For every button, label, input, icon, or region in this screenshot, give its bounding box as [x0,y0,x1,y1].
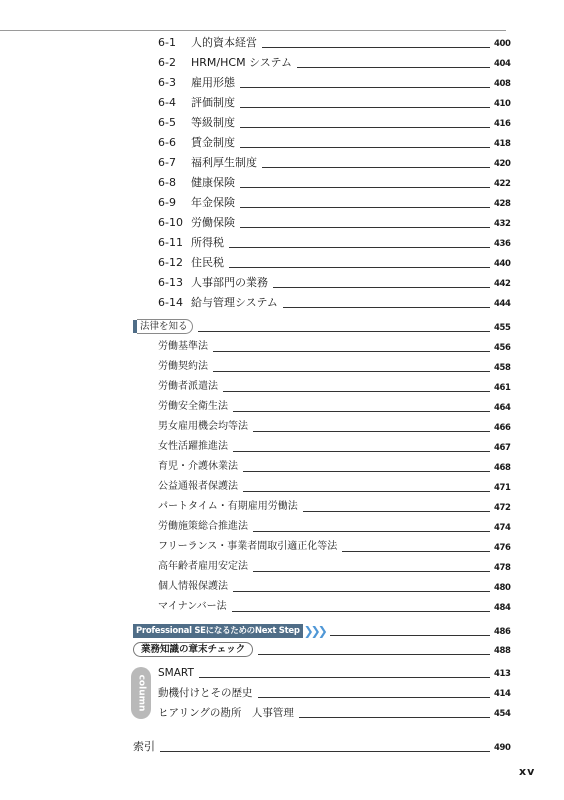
leader-line [330,635,490,636]
page-number: 454 [494,709,511,719]
toc-entry[interactable] [158,274,511,290]
section-number: 6-1 [158,36,176,49]
toc-entry[interactable] [158,538,511,554]
column-badge [131,667,151,719]
page-number: 474 [494,523,511,533]
laws-heading[interactable] [133,318,511,334]
page-number: 442 [494,279,511,289]
section-number: 6-11 [158,236,183,249]
law-title: パートタイム・有期雇用労働法 [158,501,298,512]
section-number: 6-8 [158,176,176,189]
leader-line [213,351,490,352]
leader-line [240,147,490,148]
section-number: 6-9 [158,196,176,209]
section-number: 6-10 [158,216,183,229]
section-title: 労働保険 [191,216,235,229]
page-number: 444 [494,299,511,309]
page-number: 400 [494,39,511,49]
page-number: 490 [494,743,511,753]
toc-entry[interactable] [158,418,511,434]
leader-line [229,267,490,268]
toc-entry[interactable] [158,378,511,394]
toc-entry[interactable] [158,34,511,50]
section-number: 6-2 [158,56,176,69]
section-title: 雇用形態 [191,76,235,89]
column-title: SMART [158,667,194,679]
section-title: 賃金制度 [191,136,235,149]
chapter-check-title: 業務知識の章末チェック [133,642,253,657]
leader-line [213,371,490,372]
leader-line [198,331,490,332]
leader-line [232,611,490,612]
leader-line [342,551,490,552]
page-number: 422 [494,179,511,189]
page-number: 464 [494,403,511,413]
leader-line [297,67,490,68]
next-step-tag [133,624,325,638]
leader-line [283,307,490,308]
leader-line [160,751,490,752]
law-title: 個人情報保護法 [158,581,228,592]
toc-entry[interactable] [158,478,511,494]
leader-line [262,167,490,168]
leader-line [223,391,490,392]
leader-line [233,591,490,592]
section-number: 6-3 [158,76,176,89]
leader-line [240,127,490,128]
page-number: 420 [494,159,511,169]
law-title: 女性活躍推進法 [158,441,228,452]
leader-line [229,247,490,248]
toc-entry[interactable] [158,74,511,90]
law-title: 労働安全衛生法 [158,401,228,412]
leader-line [258,697,491,698]
page-number: 484 [494,603,511,613]
toc-entry[interactable] [158,498,511,514]
page-number: 456 [494,343,511,353]
section-title: 等級制度 [191,116,235,129]
leader-line [262,47,490,48]
toc-entry[interactable] [158,458,511,474]
section-title: 給与管理システム [191,296,278,309]
toc-entry[interactable] [158,54,511,70]
toc-entry[interactable] [158,338,511,354]
law-title: 高年齢者雇用安定法 [158,561,248,572]
leader-line [240,87,490,88]
toc-entry[interactable] [158,134,511,150]
page-number: 410 [494,99,511,109]
leader-line [253,571,490,572]
leader-line [243,491,490,492]
toc-entry[interactable] [158,398,511,414]
toc-entry[interactable] [158,294,511,310]
leader-line [253,431,490,432]
page-number: 466 [494,423,511,433]
page-number: 432 [494,219,511,229]
section-title: 住民税 [191,256,224,269]
toc-entry[interactable] [158,114,511,130]
column-title: 動機付けとその歴史 [158,687,253,699]
laws-heading-tag [133,319,193,334]
page-number: 458 [494,363,511,373]
section-title: 福利厚生制度 [191,156,257,169]
page-number: 471 [494,483,511,493]
section-number: 6-5 [158,116,176,129]
page-number: 488 [494,646,511,656]
law-title: マイナンバー法 [158,601,227,612]
leader-line [299,717,490,718]
column-badge-label: column [136,674,147,712]
leader-line [240,107,490,108]
section-number: 6-14 [158,296,183,309]
law-title: フリーランス・事業者間取引適正化等法 [158,541,338,552]
page-number: 428 [494,199,511,209]
section-title: 人的資本経営 [191,36,257,49]
section-title: 評価制度 [191,96,235,109]
leader-line [233,451,490,452]
section-number: 6-7 [158,156,176,169]
next-step-title: Professional SEになるためのNext Step [133,624,303,638]
toc-entry[interactable] [158,598,511,614]
page-number: 478 [494,563,511,573]
law-title: 労働者派遣法 [158,381,218,392]
leader-line [233,411,490,412]
leader-line [258,654,490,655]
next-step-heading[interactable] [133,622,511,638]
page-number: 486 [494,627,511,637]
toc-entry[interactable] [158,358,511,374]
law-title: 労働契約法 [158,361,208,372]
leader-line [243,471,490,472]
page-folio: xv [519,765,536,778]
toc-entry[interactable] [158,578,511,594]
leader-line [273,287,490,288]
section-number: 6-4 [158,96,176,109]
index-entry[interactable] [133,738,511,754]
page-number: 414 [494,689,511,699]
page-number: 468 [494,463,511,473]
section-title: 健康保険 [191,176,235,189]
page-number: 476 [494,543,511,553]
section-title: 年金保険 [191,196,235,209]
page-number: 408 [494,79,511,89]
toc-entry[interactable] [158,664,511,680]
toc-entry[interactable] [158,704,511,720]
page-number: 404 [494,59,511,69]
page-number: 416 [494,119,511,129]
section-title: HRM/HCM システム [191,56,292,69]
page-number: 467 [494,443,511,453]
law-title: 労働施策総合推進法 [158,521,248,532]
page-number: 472 [494,503,511,513]
leader-line [199,677,490,678]
toc-entry[interactable] [158,154,511,170]
leader-line [253,531,490,532]
page-number: 418 [494,139,511,149]
page-number: 461 [494,383,511,393]
toc-entry[interactable] [158,214,511,230]
law-title: 公益通報者保護法 [158,481,238,492]
page-number: 413 [494,669,511,679]
page-number: 436 [494,239,511,249]
leader-line [240,227,490,228]
page-number: 440 [494,259,511,269]
toc-entry[interactable] [158,558,511,574]
toc-entry[interactable] [158,194,511,210]
law-title: 育児・介護休業法 [158,461,238,472]
toc-entry[interactable] [158,234,511,250]
page-number: 455 [494,323,511,333]
laws-heading-title: 法律を知る [137,319,193,334]
toc-entry[interactable] [158,438,511,454]
toc-entry[interactable] [158,174,511,190]
law-title: 労働基準法 [158,341,208,352]
leader-line [240,187,490,188]
section-title: 所得税 [191,236,224,249]
page-number: 480 [494,583,511,593]
section-number: 6-6 [158,136,176,149]
index-title: 索引 [133,740,155,753]
toc-entry[interactable] [158,684,511,700]
law-title: 男女雇用機会均等法 [158,421,248,432]
column-title: ヒアリングの勘所 人事管理 [158,707,294,719]
leader-line [303,511,490,512]
toc-entry[interactable] [158,94,511,110]
section-title: 人事部門の業務 [191,276,268,289]
chapter-check-heading[interactable] [133,641,511,657]
toc-entry[interactable] [158,518,511,534]
leader-line [240,207,490,208]
section-number: 6-12 [158,256,183,269]
section-number: 6-13 [158,276,183,289]
top-rule [0,30,506,31]
toc-entry[interactable] [158,254,511,270]
chevron-right-icon: ❯❯❯ [303,624,325,638]
